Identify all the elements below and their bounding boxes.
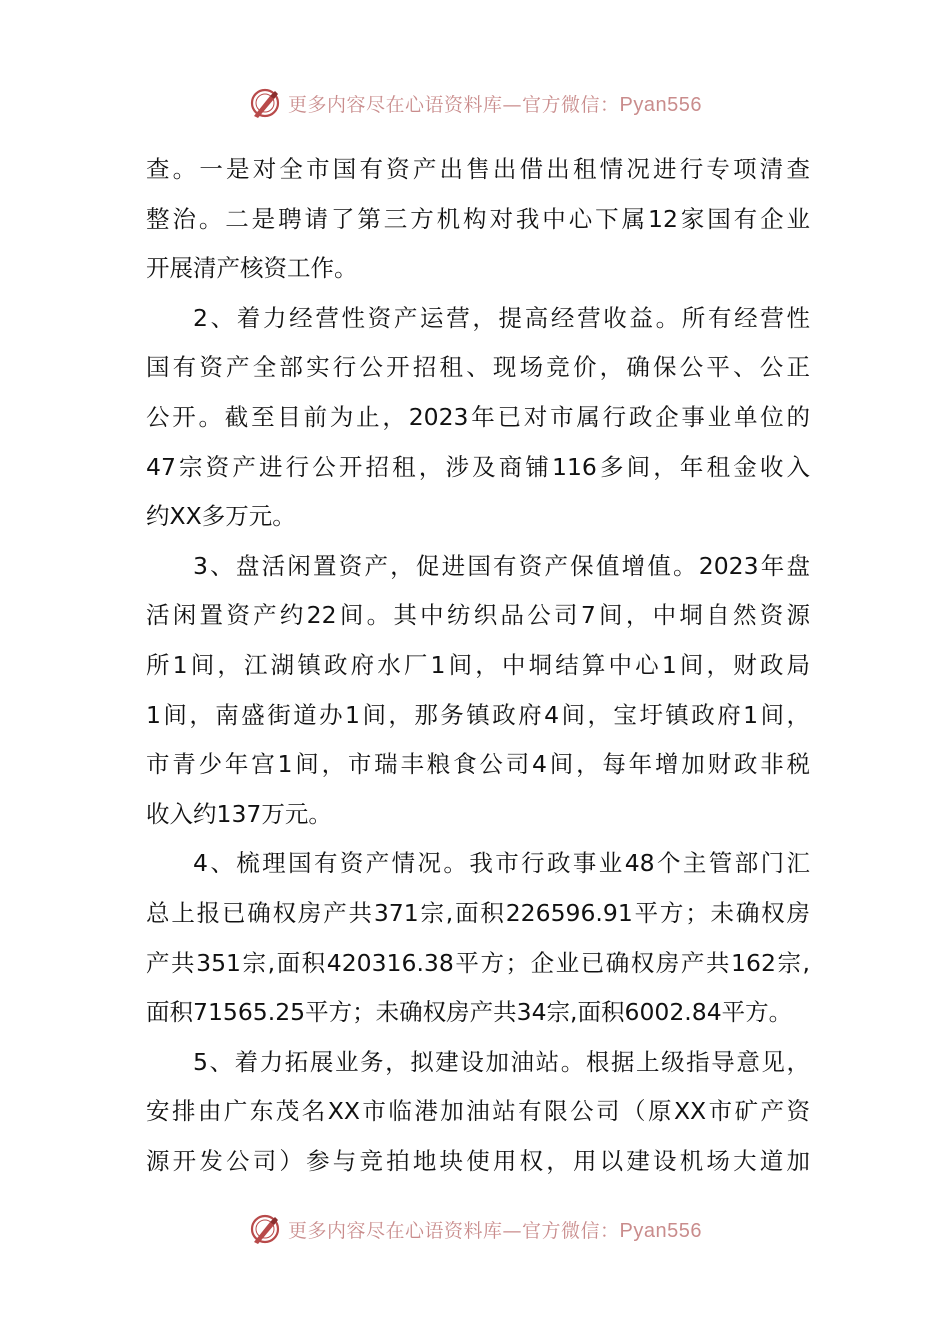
text-line: 2、着力经营性资产运营，提高经营收益。所有经营性 xyxy=(193,303,810,332)
text-line: 收入约137万元。 xyxy=(146,799,332,828)
text-line: 源开发公司）参与竞拍地块使用权，用以建设机场大道加 xyxy=(146,1146,810,1175)
text-line: 所1间，江湖镇政府水厂1间，中垌结算中心1间，财政局 xyxy=(146,650,810,679)
text-line: 5、着力拓展业务，拟建设加油站。根据上级指导意见， xyxy=(193,1047,810,1076)
wechat-id: Pyan556 xyxy=(619,93,702,116)
wechat-id: Pyan556 xyxy=(619,1219,702,1242)
text-line: 整治。二是聘请了第三方机构对我中心下属12家国有企业 xyxy=(146,204,810,233)
text-line: 市青少年宫1间，市瑞丰粮食公司4间，每年增加财政非税 xyxy=(146,750,810,779)
document-body xyxy=(146,145,810,1186)
banner-text: 更多内容尽在心语资料库—官方微信：Pyan556 xyxy=(288,1219,702,1242)
text-line: 约XX多万元。 xyxy=(146,502,296,531)
pen-circle-logo-icon xyxy=(248,1211,284,1247)
text-line: 3、盘活闲置资产，促进国有资产保值增值。2023年盘 xyxy=(193,551,810,580)
text-line: 4、梳理国有资产情况。我市行政事业48个主管部门汇 xyxy=(193,849,810,878)
header-banner xyxy=(0,83,950,123)
text-line: 查。一是对全市国有资产出售出借出租情况进行专项清查 xyxy=(146,155,810,183)
text-line: 总上报已确权房产共371宗,面积226596.91平方；未确权房 xyxy=(146,898,810,927)
text-line: 1间，南盛街道办1间，那务镇政府4间，宝圩镇政府1间， xyxy=(146,700,810,729)
banner-text: 更多内容尽在心语资料库—官方微信：Pyan556 xyxy=(288,93,702,116)
pen-circle-logo-icon xyxy=(248,85,284,121)
text-line: 47宗资产进行公开招租，涉及商铺116多间，年租金收入 xyxy=(146,452,810,481)
text-line: 开展清产核资工作。 xyxy=(146,254,358,283)
text-line: 国有资产全部实行公开招租、现场竞价，确保公平、公正 xyxy=(146,353,810,382)
text-line: 公开。截至目前为止，2023年已对市属行政企事业单位的 xyxy=(146,402,810,431)
text-line: 安排由广东茂名XX市临港加油站有限公司（原XX市矿产资 xyxy=(146,1097,810,1126)
text-line: 活闲置资产约22间。其中纺织品公司7间，中垌自然资源 xyxy=(146,601,810,630)
text-line: 面积71565.25平方；未确权房产共34宗,面积6002.84平方。 xyxy=(146,998,793,1027)
footer-banner xyxy=(0,1209,950,1249)
text-line: 产共351宗,面积420316.38平方；企业已确权房产共162宗, xyxy=(146,948,810,977)
